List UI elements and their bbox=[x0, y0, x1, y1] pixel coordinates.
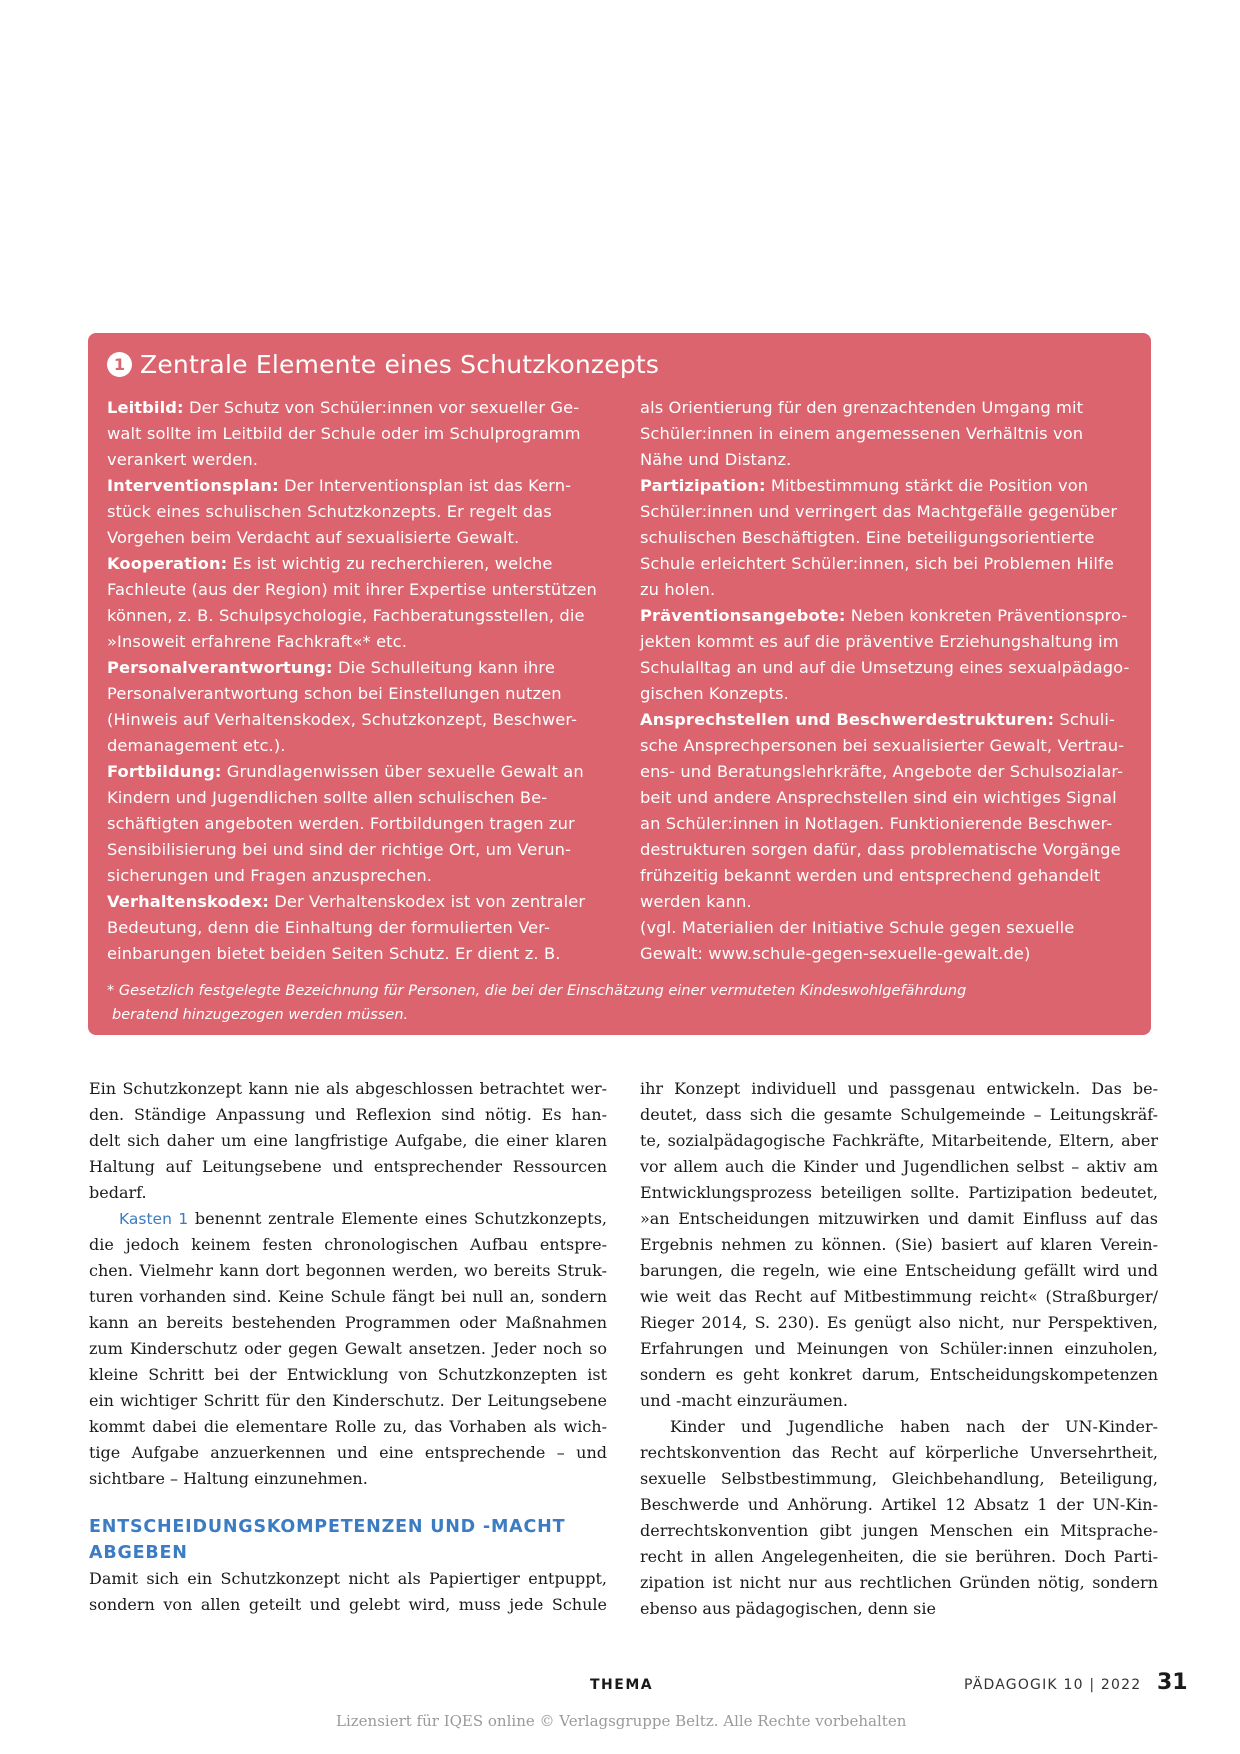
item-keyword: Interventionsplan: bbox=[107, 476, 279, 495]
box-text-line: verankert werden. bbox=[107, 450, 259, 469]
paragraph-line: und -macht einzuräumen. bbox=[640, 1391, 848, 1410]
box-text-line: als Orientierung für den grenzachtenden Umgang mit bbox=[640, 398, 1084, 417]
box-text-line: walt sollte im Leitbild der Schule oder im Schulprogramm bbox=[107, 424, 581, 443]
item-keyword: Partizipation: bbox=[640, 476, 766, 495]
box-text-line: an Schüler:innen in Notlagen. Funktionierende Beschwer- bbox=[640, 814, 1113, 833]
box-text-line: Schulalltag an und auf die Umsetzung eines sexualpädago- bbox=[640, 658, 1130, 677]
paragraph-line: vor allem auch die Kinder und Jugendlichen selbst – aktiv am bbox=[640, 1157, 1158, 1176]
box-text-line: beit und andere Ansprechstellen sind ein wichtiges Signal bbox=[640, 788, 1117, 807]
info-box-schutzkonzept bbox=[88, 333, 1151, 1035]
box-item-heading-line: Fortbildung: Grundlagenwissen über sexuelle Gewalt an bbox=[107, 762, 584, 781]
paragraph-line: te, sozialpädagogische Fachkräfte, Mitarbeitende, Eltern, aber bbox=[640, 1131, 1158, 1150]
box-text-line: Sensibilisierung bei und sind der richtige Ort, um Verun- bbox=[107, 840, 572, 859]
box-text-line: zu holen. bbox=[640, 580, 716, 599]
paragraph-line: Kasten 1 benennt zentrale Elemente eines Schutzkonzepts, bbox=[119, 1209, 607, 1228]
item-keyword: Leitbild: bbox=[107, 398, 184, 417]
paragraph-line: Entwicklungsprozess beteiligen sollte. Partizipation bedeutet, bbox=[640, 1183, 1158, 1202]
box-text-line: jekten kommt es auf die präventive Erziehungshaltung im bbox=[640, 632, 1119, 651]
box-text-line: werden kann. bbox=[640, 892, 752, 911]
number-badge-icon: 1 bbox=[107, 352, 132, 377]
paragraph-line: kommt dabei die elementare Rolle zu, das Vorhaben als wich- bbox=[89, 1417, 607, 1436]
paragraph-line: Damit sich ein Schutzkonzept nicht als Papiertiger entpuppt, bbox=[89, 1569, 607, 1588]
paragraph-line: barungen, die regeln, wie eine Entscheidung gefällt wird und bbox=[640, 1261, 1158, 1280]
paragraph-line: tige Aufgabe anzuerkennen und eine entsprechende – und bbox=[89, 1443, 607, 1462]
box-item-heading-line: Partizipation: Mitbestimmung stärkt die Position von bbox=[640, 476, 1089, 495]
footnote-line: * Gesetzlich festgelegte Bezeichnung für Personen, die bei der Einschätzung einer vermuteten Kindeswohlgefährdung bbox=[107, 983, 967, 999]
box-title bbox=[107, 350, 659, 379]
box-text-line: schäftigten angeboten werden. Fortbildungen tragen zur bbox=[107, 814, 575, 833]
box-text-line: Vorgehen beim Verdacht auf sexualisierte Gewalt. bbox=[107, 528, 520, 547]
paragraph bbox=[89, 1566, 607, 1618]
box-text-line: Gewalt: www.schule-gegen-sexuelle-gewalt.de) bbox=[640, 944, 1031, 963]
paragraph-line: wie weit das Recht auf Mitbestimmung reicht« (Straßburger/ bbox=[640, 1287, 1158, 1306]
paragraph-line: Rieger 2014, S. 230). Es genügt also nicht, nur Perspektiven, bbox=[640, 1313, 1158, 1332]
paragraph-line: »an Entscheidungen mitzuwirken und damit Einfluss auf das bbox=[640, 1209, 1158, 1228]
paragraph-line: ebenso aus pädagogischen, denn sie bbox=[640, 1599, 936, 1618]
box-text-line: gischen Konzepts. bbox=[640, 684, 789, 703]
paragraph-line: kann an bereits bestehenden Programmen oder Maßnahmen bbox=[89, 1313, 607, 1332]
box-text-line: Bedeutung, denn die Einhaltung der formulierten Ver- bbox=[107, 918, 551, 937]
box-text-line: (Hinweis auf Verhaltenskodex, Schutzkonzept, Beschwer- bbox=[107, 710, 578, 729]
box-text-line: (vgl. Materialien der Initiative Schule gegen sexuelle bbox=[640, 918, 1075, 937]
box-text-line: können, z. B. Schulpsychologie, Fachberatungsstellen, die bbox=[107, 606, 585, 625]
box-item-heading-line: Kooperation: Es ist wichtig zu recherchieren, welche bbox=[107, 554, 553, 573]
box-text-line: Fachleute (aus der Region) mit ihrer Expertise unterstützen bbox=[107, 580, 597, 599]
box-text-line: stück eines schulischen Schutzkonzepts. Er regelt das bbox=[107, 502, 552, 521]
paragraph-line: derrechtskonvention gibt jungen Menschen ein Mitsprache- bbox=[640, 1521, 1158, 1540]
paragraph-line: sondern es geht konkret darum, Entscheidungskompetenzen bbox=[640, 1365, 1158, 1384]
paragraph-line: Ergebnis nehmen zu können. (Sie) basiert auf klaren Verein- bbox=[640, 1235, 1158, 1254]
paragraph-line: sexuelle Selbstbestimmung, Gleichbehandlung, Beteiligung, bbox=[640, 1469, 1158, 1488]
paragraph-line: Erfahrungen und Meinungen von Schüler:innen einzuholen, bbox=[640, 1339, 1158, 1358]
box-text-line: frühzeitig bekannt werden und entsprechend gehandelt bbox=[640, 866, 1101, 885]
section-heading: ENTSCHEIDUNGSKOMPETENZEN UND -MACHT ABGEBEN bbox=[89, 1517, 566, 1563]
paragraph-line: Haltung auf Leitungsebene und entsprechender Ressourcen bbox=[89, 1157, 607, 1176]
paragraph-line: turen vorhanden sind. Keine Schule fängt bei null an, sondern bbox=[89, 1287, 607, 1306]
item-keyword: Personalverantwortung: bbox=[107, 658, 333, 677]
paragraph-line: rechtskonvention das Recht auf körperliche Unversehrtheit, bbox=[640, 1443, 1158, 1462]
item-keyword: Kooperation: bbox=[107, 554, 228, 573]
box-title-text: Zentrale Elemente eines Schutzkonzepts bbox=[140, 350, 660, 379]
box-text-line: Nähe und Distanz. bbox=[640, 450, 792, 469]
paragraph bbox=[89, 1076, 607, 1206]
paragraph-line: zipation ist nicht nur aus rechtlichen Gründen nötig, sondern bbox=[640, 1573, 1158, 1592]
box-item-heading-line: Präventionsangebote: Neben konkreten Präventionspro- bbox=[640, 606, 1128, 625]
box-text-line: Kindern und Jugendlichen sollte allen schulischen Be- bbox=[107, 788, 548, 807]
paragraph-line: zum Kinderschutz oder gegen Gewalt ansetzen. Jeder noch so bbox=[89, 1339, 607, 1358]
paragraph-line: recht in allen Angelegenheiten, die sie berühren. Doch Parti- bbox=[640, 1547, 1158, 1566]
box-item-heading-line: Ansprechstellen und Beschwerdestrukturen: Schuli- bbox=[640, 710, 1115, 729]
box-text-line: »Insoweit erfahrene Fachkraft«* etc. bbox=[107, 632, 407, 651]
footer-section-label: THEMA bbox=[590, 1677, 654, 1693]
paragraph-line: Ein Schutzkonzept kann nie als abgeschlossen betrachtet wer- bbox=[89, 1079, 607, 1098]
paragraph-line: sichtbare – Haltung einzunehmen. bbox=[89, 1469, 368, 1488]
box-text-line: sche Ansprechpersonen bei sexualisierter Gewalt, Vertrau- bbox=[640, 736, 1125, 755]
box-left-column bbox=[107, 395, 607, 967]
item-keyword: Präventionsangebote: bbox=[640, 606, 846, 625]
box-footnote bbox=[107, 979, 966, 1027]
box-text-line: Schule erleichtert Schüler:innen, sich bei Problemen Hilfe bbox=[640, 554, 1114, 573]
paragraph-line: sondern von allen geteilt und gelebt wird, muss jede Schule bbox=[89, 1595, 607, 1614]
item-keyword: Ansprechstellen und Beschwerdestrukturen: bbox=[640, 710, 1055, 729]
paragraph-line: ein wichtiger Schritt für den Kinderschutz. Der Leitungsebene bbox=[89, 1391, 607, 1410]
body-column-left bbox=[89, 1076, 607, 1618]
box-text-line: Schüler:innen und verringert das Machtgefälle gegenüber bbox=[640, 502, 1118, 521]
box-item-heading-line: Personalverantwortung: Die Schulleitung kann ihre bbox=[107, 658, 555, 677]
paragraph-line: die jedoch keinem festen chronologischen Aufbau entspre- bbox=[89, 1235, 607, 1254]
paragraph-line: Beschwerde und Anhörung. Artikel 12 Absatz 1 der UN-Kin- bbox=[640, 1495, 1158, 1514]
paragraph-line: kleine Schritt bei der Entwicklung von Schutzkonzepten ist bbox=[89, 1365, 607, 1384]
paragraph-line: den. Ständige Anpassung und Reflexion sind nötig. Es han- bbox=[89, 1105, 607, 1124]
paragraph bbox=[89, 1206, 607, 1492]
box-item-heading-line: Leitbild: Der Schutz von Schüler:innen vor sexueller Ge- bbox=[107, 398, 580, 417]
box-text-line: schulischen Beschäftigten. Eine beteiligungsorientierte bbox=[640, 528, 1095, 547]
box-text-line: ens- und Beratungslehrkräfte, Angebote der Schulsozialar- bbox=[640, 762, 1124, 781]
box-text-line: Personalverantwortung schon bei Einstellungen nutzen bbox=[107, 684, 562, 703]
box-text-line: sicherungen und Fragen anzusprechen. bbox=[107, 866, 433, 885]
box-text-line: Schüler:innen in einem angemessenen Verhältnis von bbox=[640, 424, 1084, 443]
footnote-line: beratend hinzugezogen werden müssen. bbox=[112, 1007, 409, 1023]
footer-journal-issue: PÄDAGOGIK 10 | 2022 bbox=[964, 1677, 1142, 1693]
box-text-line: einbarungen bietet beiden Seiten Schutz. Er dient z. B. bbox=[107, 944, 561, 963]
paragraph-line: ihr Konzept individuell und passgenau entwickeln. Das be- bbox=[640, 1079, 1158, 1098]
item-keyword: Verhaltenskodex: bbox=[107, 892, 269, 911]
license-notice: Lizensiert für IQES online © Verlagsgruppe Beltz. Alle Rechte vorbehalten bbox=[336, 1712, 907, 1730]
box-reference-link[interactable]: Kasten 1 bbox=[119, 1210, 189, 1228]
paragraph-line: chen. Vielmehr kann dort begonnen werden, wo bereits Struk- bbox=[89, 1261, 607, 1280]
paragraph-line: delt sich daher um eine langfristige Aufgabe, die einer klaren bbox=[89, 1131, 607, 1150]
paragraph-line: bedarf. bbox=[89, 1183, 147, 1202]
box-text-line: destrukturen sorgen dafür, dass problematische Vorgänge bbox=[640, 840, 1121, 859]
paragraph bbox=[640, 1076, 1158, 1414]
page-number: 31 bbox=[1157, 1670, 1188, 1695]
box-item-heading-line: Interventionsplan: Der Interventionsplan ist das Kern- bbox=[107, 476, 572, 495]
paragraph-line: deutet, dass sich die gesamte Schulgemeinde – Leitungskräf- bbox=[640, 1105, 1158, 1124]
box-text-line: demanagement etc.). bbox=[107, 736, 286, 755]
paragraph bbox=[640, 1414, 1158, 1622]
box-right-column bbox=[640, 395, 1140, 967]
box-item-heading-line: Verhaltenskodex: Der Verhaltenskodex ist von zentraler bbox=[107, 892, 586, 911]
paragraph-line: Kinder und Jugendliche haben nach der UN-Kinder- bbox=[670, 1417, 1158, 1436]
body-column-right bbox=[640, 1076, 1158, 1622]
item-keyword: Fortbildung: bbox=[107, 762, 222, 781]
